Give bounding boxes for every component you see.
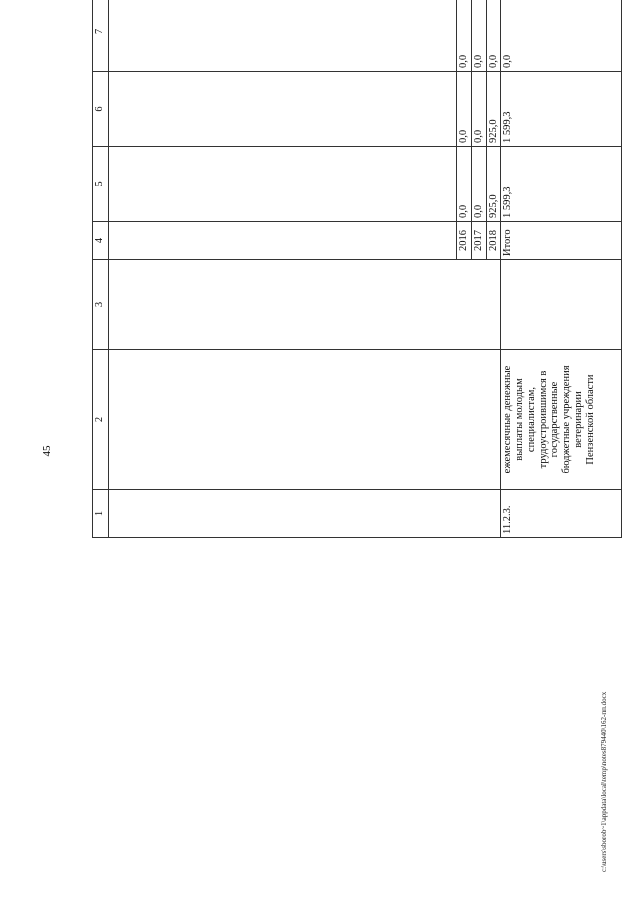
total-label: Итого	[501, 222, 622, 260]
total-value: 0,0	[501, 0, 622, 72]
year-row: 2018 925,0 925,0 0,0	[486, 0, 501, 538]
program-table	[92, 0, 622, 538]
header-cell: 6	[93, 72, 109, 147]
item-row-11-2-3	[501, 0, 622, 538]
header-cell: 3	[93, 260, 109, 350]
total-value: 1 599,3	[501, 147, 622, 222]
header-cell: 1	[93, 490, 109, 538]
header-cell: 4	[93, 222, 109, 260]
item-number: 11.2.3.	[501, 490, 622, 538]
header-cell: 5	[93, 147, 109, 222]
header-cell: 7	[93, 0, 109, 72]
total-value: 1 599,3	[501, 72, 622, 147]
rotated-table-frame	[92, 18, 612, 868]
continuation-row	[109, 0, 457, 538]
header-row	[93, 0, 109, 538]
year-row: 2017 0,0 0,0 0,0	[471, 0, 486, 538]
item-description: ежемесячные денежные выплаты молодым специалистам, трудоустроившимся в государственные бюджетные учреждения ветеринарии Пензенской области	[501, 350, 622, 490]
header-cell: 2	[93, 350, 109, 490]
page-number: 45	[41, 445, 53, 457]
year-row: 2016 0,0 0,0 0,0	[457, 0, 472, 538]
